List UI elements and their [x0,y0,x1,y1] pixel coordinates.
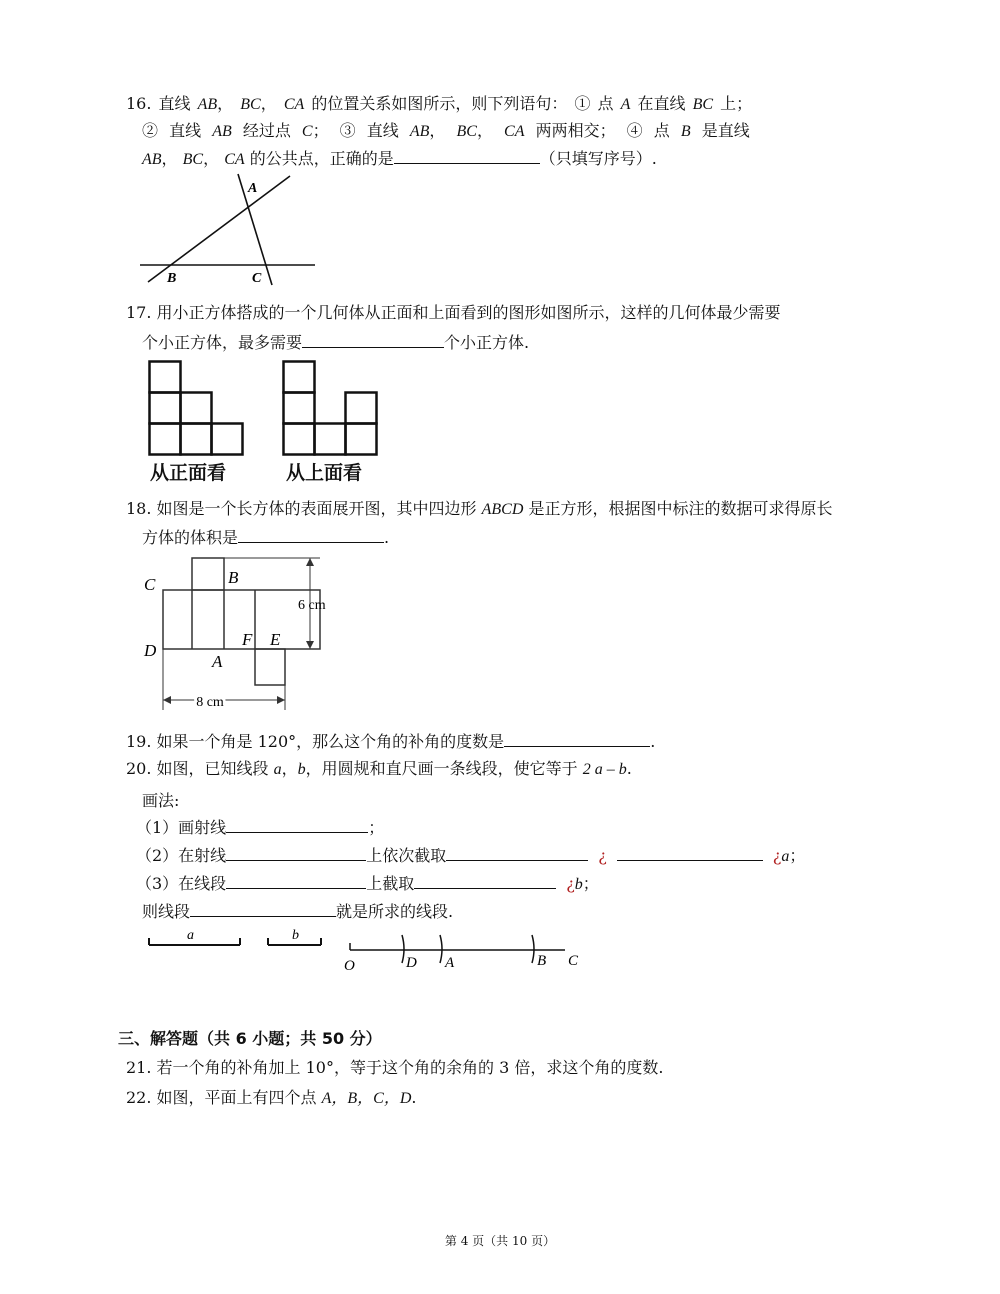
q20-step4-blank [190,900,336,917]
label-6cm: 6 cm [298,598,326,613]
label-e: E [270,630,281,649]
q20-method-label: 画法: [142,791,180,810]
label-o: O [344,958,355,974]
q16-figure [130,170,330,290]
q16-line3: AB， BC， CA 的公共点，正确的是 （只填写序号）. [142,149,657,168]
q16-line2: ② 直线 AB 经过点 C； ③ 直线 AB， BC， CA 两两相交； ④ 点 B 是直线 [142,121,750,140]
label-c: C [568,953,579,969]
label-c: C [252,271,262,286]
q17-line1: 17. 用小正方体搭成的一个几何体从正面和上面看到的图形如图所示，这样的几何体最少需要 [126,303,781,322]
label-point-b: B [537,953,547,969]
q17-answer-blank [302,331,444,348]
label-a: a [187,928,194,943]
q20-step3: （3）在线段 上截取 ¿b； [136,874,599,893]
q20-step3-blank2 [414,872,556,889]
q19-answer-blank [504,730,650,747]
label-d: D [144,641,157,660]
q18-net-figure [140,550,350,715]
q20-step2-blank1 [226,844,366,861]
label-a: A [248,181,258,196]
q20-step4: 则线段 就是所求的线段. [142,902,454,921]
label-d: D [406,955,417,971]
line-ab [148,176,290,282]
q20-figure [140,925,600,975]
q18-line1: 18. 如图是一个长方体的表面展开图，其中四边形 ABCD 是正方形，根据图中标注的数据可求得原长 [126,499,833,518]
label-point-a: A [445,955,455,971]
label-8cm: 8 cm [196,695,224,710]
top-view-caption: 从上面看 [286,462,363,484]
front-view-caption: 从正面看 [150,462,227,484]
q16-line1: 16. 直线 AB， BC， CA 的位置关系如图所示，则下列语句： ① 点 A 在直线 BC 上； [126,94,753,113]
q20-step1-blank [226,816,368,833]
q21-line: 21. 若一个角的补角加上 10°，等于这个角的余角的 3 倍，求这个角的度数. [126,1058,664,1077]
page-footer: 第 4 页（共 10 页） [444,1234,556,1248]
q18-line2: 方体的体积是 . [142,528,390,547]
q16-answer-blank [394,147,540,164]
top-view-figure [282,360,382,456]
label-b: B [228,568,239,587]
front-view-figure [148,360,248,456]
q20-step2: （2）在射线 上依次截取 ¿ ¿a； [136,846,806,865]
label-b: b [292,928,299,943]
label-b: B [167,271,177,286]
q22-line: 22. 如图，平面上有四个点 A，B，C，D. [126,1088,417,1107]
q18-answer-blank [238,526,384,543]
q20-step2-blank2 [446,844,588,861]
label-a: A [212,652,223,671]
q20-line1: 20. 如图，已知线段 a，b，用圆规和直尺画一条线段，使它等于 2 a – b. [126,759,632,778]
q19-line: 19. 如果一个角是 120°，那么这个角的补角的度数是 . [126,732,656,751]
section-3-heading: 三、解答题（共 6 小题；共 50 分） [118,1029,382,1048]
label-f: F [242,630,253,649]
q20-step2-blank3 [617,844,763,861]
label-c: C [144,575,156,594]
q17-line2: 个小正方体，最多需要 个小正方体. [142,333,530,352]
q20-step3-blank1 [226,872,366,889]
q20-step1: （1）画射线 ； [136,818,385,837]
